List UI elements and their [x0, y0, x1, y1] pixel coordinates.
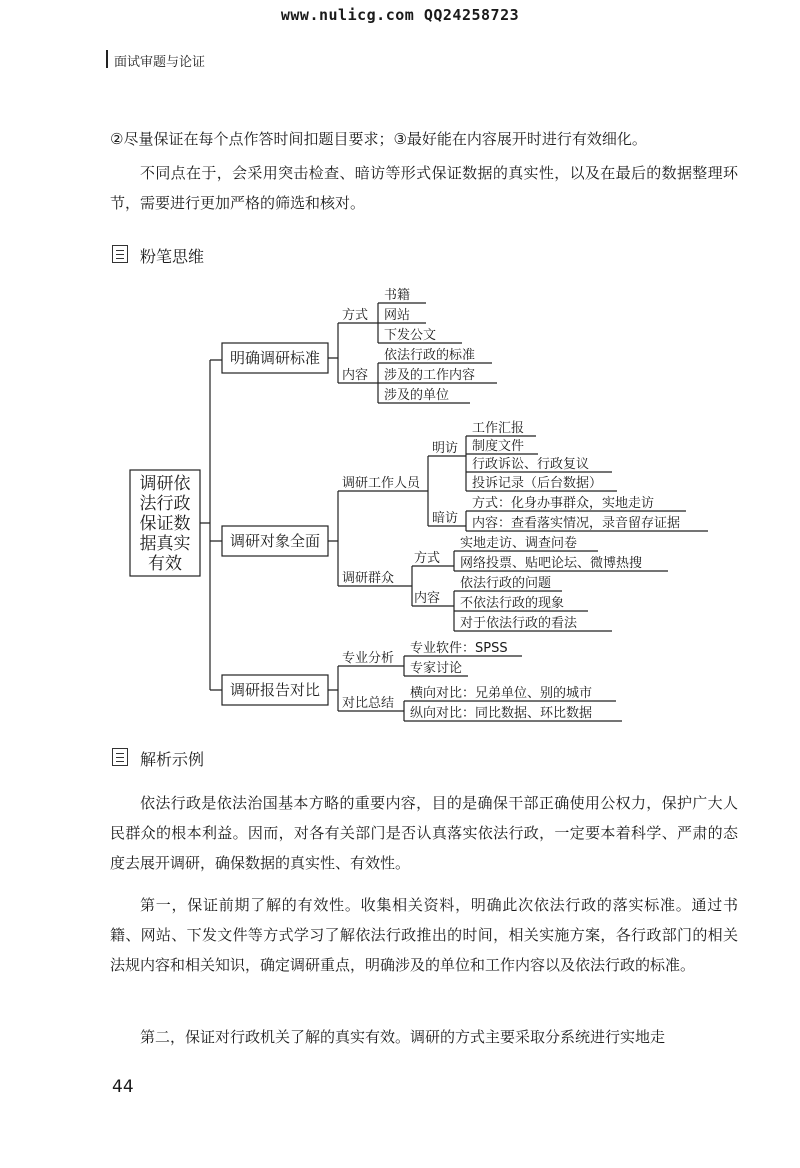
root-line: 保证数: [139, 514, 191, 534]
node-label: 内容: [414, 591, 441, 606]
leaf-label: 不依法行政的现象: [460, 596, 565, 611]
leaf-label: 实地走访、调查问卷: [460, 536, 578, 551]
intro-paragraph: 不同点在于，会采用突击检查、暗访等形式保证数据的真实性，以及在最后的数据整理环节，需要进行更加严格的筛选和核对。: [110, 164, 738, 212]
leaf-label: 方式：化身办事群众，实地走访: [472, 496, 655, 511]
leaf-label: 投诉记录（后台数据）: [472, 476, 603, 491]
leaf-label: 纵向对比：同比数据、环比数据: [410, 706, 593, 721]
node-label: 内容: [342, 368, 369, 383]
watermark: www.nulicg.com QQ24258723: [280, 6, 520, 24]
node-label: 调研工作人员: [342, 476, 421, 491]
leaf-label: 横向对比：兄弟单位、别的城市: [410, 686, 593, 701]
leaf-label: 行政诉讼、行政复议: [472, 457, 590, 472]
node-label: 调研群众: [342, 571, 395, 586]
running-header: 面试审题与论证: [114, 55, 206, 70]
leaf-label: 内容：查看落实情况，录音留存证据: [472, 516, 681, 531]
body-paragraph: 第一，保证前期了解的有效性。收集相关资料，明确此次依法行政的落实标准。通过书籍、网站、下发文件等方式学习了解依法行政推出的时间，相关实施方案，各行政部门的相关法规内容和相关知识，确定调研重点，明确涉及的单位和工作内容以及依法行政的标准。: [110, 896, 738, 974]
leaf-label: 工作汇报: [472, 421, 525, 436]
leaf-label: 专家讨论: [410, 661, 463, 676]
leaf-label: 依法行政的问题: [460, 576, 552, 591]
mindmap-section-title: 粉笔思维: [140, 247, 205, 266]
example-book-icon: [112, 748, 128, 766]
body-paragraph: 第二，保证对行政机关了解的真实有效。调研的方式主要采取分系统进行实地走: [140, 1028, 666, 1046]
node-label: 专业分析: [342, 651, 395, 666]
leaf-label: 书籍: [384, 288, 411, 303]
branch-label: 调研对象全面: [229, 532, 321, 550]
branch-label: 调研报告对比: [229, 681, 321, 699]
leaf-label: 网络投票、贴吧论坛、微博热搜: [460, 556, 643, 571]
leaf-label: 涉及的单位: [384, 388, 450, 403]
leaf-label: 涉及的工作内容: [384, 368, 476, 383]
leaf-label: 专业软件：SPSS: [410, 641, 508, 656]
leaf-label: 网站: [384, 308, 411, 323]
root-line: 法行政: [139, 494, 191, 514]
body-paragraph: 依法行政是依法治国基本方略的重要内容，目的是确保干部正确使用公权力，保护广大人民群众的根本利益。因而，对各有关部门是否认真落实依法行政，一定要本着科学、严肃的态度去展开调研，确保数据的真实性、有效性。: [110, 794, 738, 872]
leaf-label: 依法行政的标准: [384, 348, 476, 363]
node-label: 暗访: [432, 511, 459, 526]
intro-line: ②尽量保证在每个点作答时间扣题目要求；③最好能在内容展开时进行有效细化。: [110, 130, 647, 148]
leaf-label: 对于依法行政的看法: [460, 616, 578, 631]
root-line: 据真实: [139, 534, 191, 554]
branch-label: 明确调研标准: [229, 349, 321, 367]
root-line: 调研依: [139, 474, 191, 494]
page-number: 44: [112, 1077, 134, 1097]
leaf-label: 制度文件: [472, 439, 525, 454]
node-label: 对比总结: [342, 696, 395, 711]
node-label: 方式: [342, 308, 369, 323]
node-label: 方式: [414, 551, 441, 566]
example-section-title: 解析示例: [140, 750, 205, 769]
node-label: 明访: [432, 441, 459, 456]
leaf-label: 下发公文: [384, 328, 437, 343]
root-line: 有效: [148, 554, 182, 574]
